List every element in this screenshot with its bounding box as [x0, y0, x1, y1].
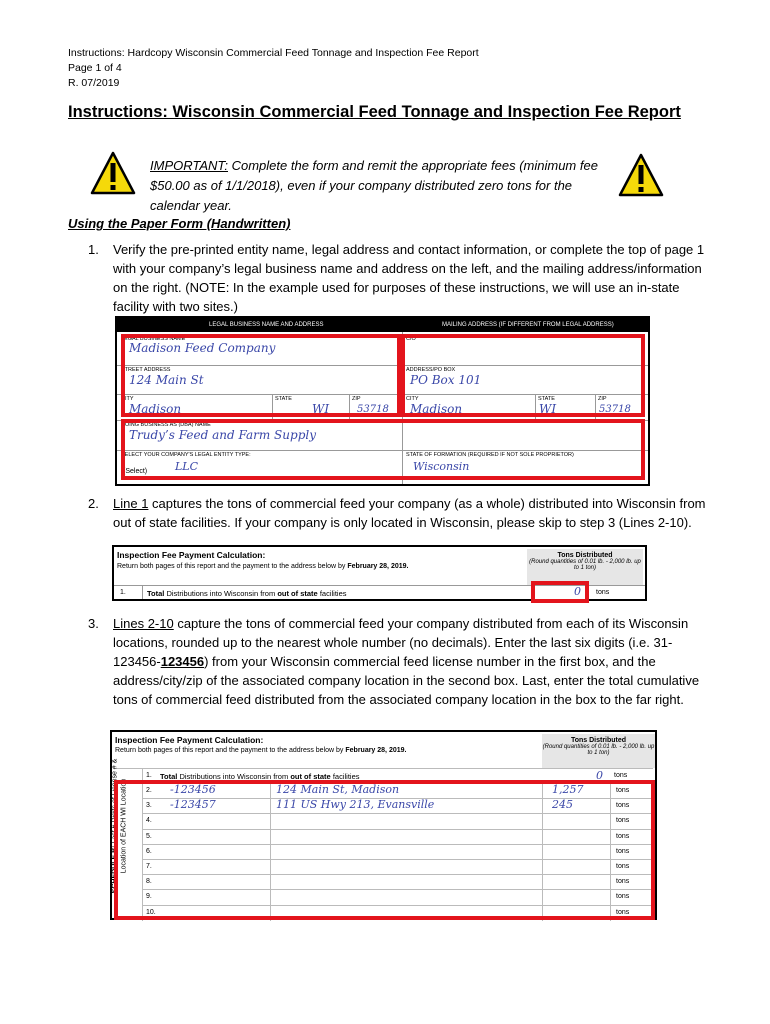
value-mail-zip: 53718 [599, 404, 631, 415]
value-zip: 53718 [357, 404, 389, 415]
calc-title: Inspection Fee Payment Calculation: [117, 550, 266, 560]
table-row: 7. tons [142, 859, 653, 875]
tons-value: 1,257 [552, 783, 584, 796]
value-entity: LLC [175, 460, 199, 473]
important-text: Complete the form and remit the appropriate fees (minimum fee $50.00 as of 1/1/2018), even if your company distributed zero tons for the calendar year. [150, 158, 598, 213]
tons-distributed-header: Tons Distributed (Round quantities of 0.01 lb. - 2,000 lb. up to 1 ton) [542, 734, 655, 768]
line1-form-example: Inspection Fee Payment Calculation: Return both pages of this report and the payment to the address below by February 28, 2019. Tons Distributed (Round quantities of 0.01 lb. - 2,000 lb. up to 1 ton) 1. Total Distributions into Wisconsin from out of state facilities 0 tons [112, 545, 647, 601]
bar-left-label: LEGAL BUSINESS NAME AND ADDRESS [209, 322, 324, 328]
schedule-b-form-example [110, 730, 657, 920]
value-city: Madison [129, 402, 182, 416]
label-co: C/O [406, 336, 416, 342]
step-lead: Lines 2-10 [113, 616, 174, 631]
line1-value: 0 [574, 585, 581, 598]
label-pobox: ADDRESS/PO BOX [406, 367, 456, 373]
label-entity: SELECT YOUR COMPANY'S LEGAL ENTITY TYPE: [121, 452, 251, 458]
warning-icon [90, 150, 136, 196]
label-street: STREET ADDRESS [121, 367, 171, 373]
page-title: Instructions: Wisconsin Commercial Feed Tonnage and Inspection Fee Report [68, 103, 681, 121]
highlight-dba-entity [121, 419, 645, 480]
calc-subtitle: Return both pages of this report and the payment to the address below by February 28, 2019. [117, 563, 409, 570]
table-row: 5. tons [142, 829, 653, 845]
table-row: 2. -123456 124 Main St, Madison 1,257 tons [142, 783, 653, 799]
label-city: CITY [406, 396, 419, 402]
table-row: 1. Total Distributions into Wisconsin from out of state facilities 0 tons [114, 768, 653, 784]
schedule-b-label: SCHEDULE B: Last 6 Digits of License # & Location of EACH WI Location [111, 758, 128, 894]
revision: R. 07/2019 [68, 77, 120, 89]
table-row: 6. tons [142, 844, 653, 860]
label-state: STATE [275, 396, 292, 402]
step-text: Verify the pre-printed entity name, legal address and contact information, or complete the top of page 1 with your company’s legal business name and address on the left, and the mailing address/information on the right. (NOTE: In the example used for purposes of these instructions, we will use an in-state facility with two sites.) [113, 242, 705, 314]
step-number: 3. [88, 616, 99, 631]
value-street: 124 Main St [129, 373, 204, 387]
license-value: -123457 [170, 798, 216, 812]
location-value: 124 Main St, Madison [276, 783, 400, 796]
important-label: IMPORTANT: [150, 158, 228, 173]
value-formation: Wisconsin [413, 460, 470, 473]
value-mail-state: WI [539, 402, 557, 416]
value-pobox: PO Box 101 [410, 373, 482, 387]
value-business-name: Madison Feed Company [129, 341, 276, 355]
step-2 [88, 494, 713, 532]
form-header-bar [117, 318, 648, 332]
step-number: 1. [88, 242, 99, 257]
table-row: 3. -123457 111 US Hwy 213, Evansville 245 tons [142, 798, 653, 814]
step-lead: Line 1 [113, 496, 149, 511]
page-number: Page 1 of 4 [68, 62, 122, 74]
header-line: Instructions: Hardcopy Wisconsin Commercial Feed Tonnage and Inspection Fee Report [68, 47, 479, 59]
label-city: CITY [121, 396, 134, 402]
table-row: 10. tons [142, 905, 653, 921]
tons-distributed-header: Tons Distributed (Round quantities of 0.01 lb. - 2,000 lb. up to 1 ton) [527, 549, 643, 585]
tons-value: 245 [552, 798, 573, 812]
value-mail-city: Madison [410, 402, 463, 416]
table-row: 8. tons [142, 874, 653, 890]
highlight-legal-address [121, 334, 401, 417]
step-3: 3. Lines 2-10 capture the tons of commercial feed your company distributed from each of its Wisconsin locations, rounded up to the nearest whole number (no decimals). Enter the last six digits (i.e. 31-123456-123456) from your Wisconsin commercial feed license number in the first box, and the address/city/zip of the associated company location in the second box. Last, enter the total cumulative tons of commercial feed distributed from the associated company location in the box to the far right. [88, 616, 700, 707]
calc-title: Inspection Fee Payment Calculation: [115, 735, 264, 745]
warning-icon [618, 152, 664, 198]
table-row: 4. tons [142, 813, 653, 829]
business-address-form-example [115, 316, 650, 486]
label-zip: ZIP [598, 396, 607, 402]
label-dba: DOING BUSINESS AS (DBA) NAME [121, 422, 211, 428]
important-notice [150, 156, 610, 216]
step-text: captures the tons of commercial feed your company (as a whole) distributed into Wisconsin from out of state facilities. If your company is only located in Wisconsin, please skip to step 3 (Lines 2-10). [113, 496, 706, 530]
label-formation: STATE OF FORMATION (REQUIRED IF NOT SOLE PROPRIETOR) [406, 452, 574, 458]
label-business-name: LEGAL BUSINESS NAME [121, 336, 186, 342]
section-heading: Using the Paper Form (Handwritten) [68, 216, 291, 231]
table-row: 9. tons [142, 889, 653, 905]
highlight-schedule-b [114, 780, 655, 920]
calc-subtitle: Return both pages of this report and the payment to the address below by February 28, 2019. [115, 747, 407, 754]
bar-right-label: MAILING ADDRESS (IF DIFFERENT FROM LEGAL ADDRESS) [442, 322, 614, 328]
entity-select: (Select) [123, 468, 148, 475]
license-value: -123456 [170, 783, 216, 796]
line1-label: Total Distributions into Wisconsin from out of state facilities [147, 589, 347, 598]
label-state: STATE [538, 396, 555, 402]
step-1 [88, 240, 713, 316]
document-header [68, 46, 479, 91]
value-dba: Trudy’s Feed and Farm Supply [129, 428, 316, 442]
location-value: 111 US Hwy 213, Evansville [276, 798, 435, 812]
highlight-mailing-address [401, 334, 645, 417]
value-state: WI [312, 402, 330, 416]
highlight-line1 [531, 581, 589, 603]
step-number: 2. [88, 496, 99, 511]
label-zip: ZIP [352, 396, 361, 402]
